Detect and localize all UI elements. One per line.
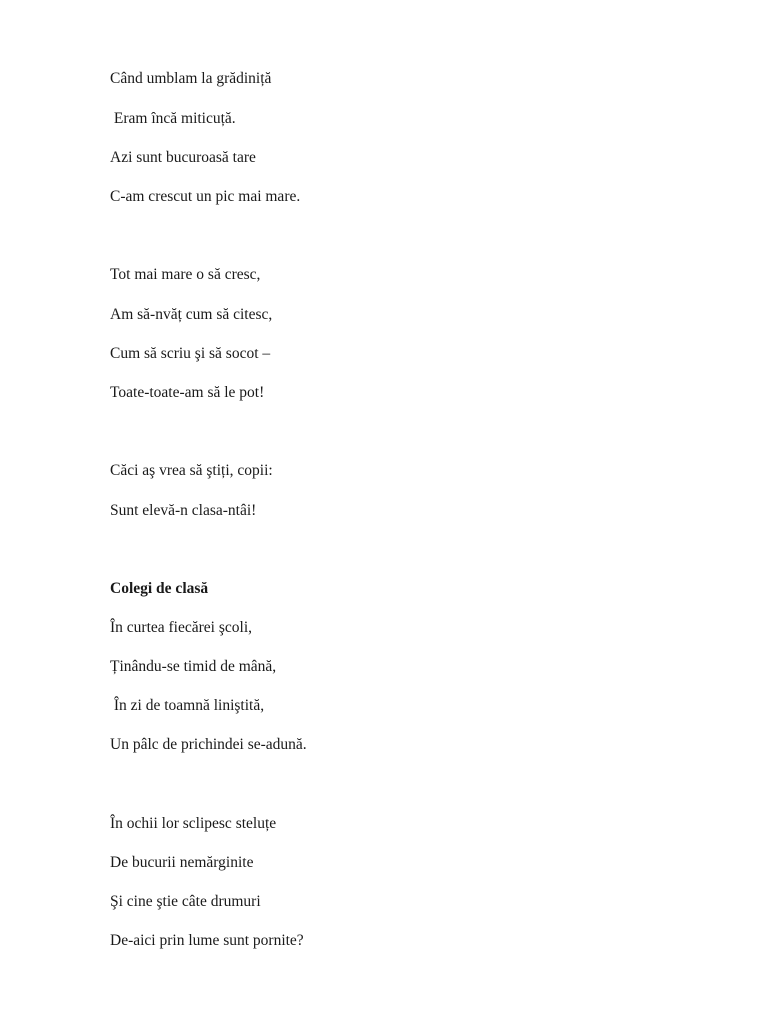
poem-line: Azi sunt bucuroasă tare bbox=[110, 149, 256, 166]
poem-line: Căci aş vrea să ştiți, copii: bbox=[110, 462, 273, 479]
poem-line: Ținându-se timid de mână, bbox=[110, 658, 277, 675]
poem-line: Un pâlc de prichindei se-adună. bbox=[110, 736, 307, 753]
poem-line: În ochii lor sclipesc steluțe bbox=[110, 815, 277, 832]
poem-title: Colegi de clasă bbox=[110, 580, 209, 597]
poem-line: Toate-toate-am să le pot! bbox=[110, 384, 265, 401]
poem-line: Şi cine ştie câte drumuri bbox=[110, 893, 261, 910]
poem-line: În zi de toamnă liniştită, bbox=[110, 697, 265, 714]
poem-line: De bucurii nemărginite bbox=[110, 854, 254, 871]
poem-line: În curtea fiecărei şcoli, bbox=[110, 619, 252, 636]
poem-line: Cum să scriu şi să socot – bbox=[110, 345, 271, 362]
poem-line: Când umblam la grădiniță bbox=[110, 70, 272, 87]
poem-line: Tot mai mare o să cresc, bbox=[110, 266, 261, 283]
poem-line: C-am crescut un pic mai mare. bbox=[110, 188, 301, 205]
poem-line: Eram încă miticuță. bbox=[110, 110, 236, 127]
poem-line: Am să-nvăț cum să citesc, bbox=[110, 306, 273, 323]
poem-line: Sunt elevă-n clasa-ntâi! bbox=[110, 502, 257, 519]
poem-line: De-aici prin lume sunt pornite? bbox=[110, 932, 304, 949]
